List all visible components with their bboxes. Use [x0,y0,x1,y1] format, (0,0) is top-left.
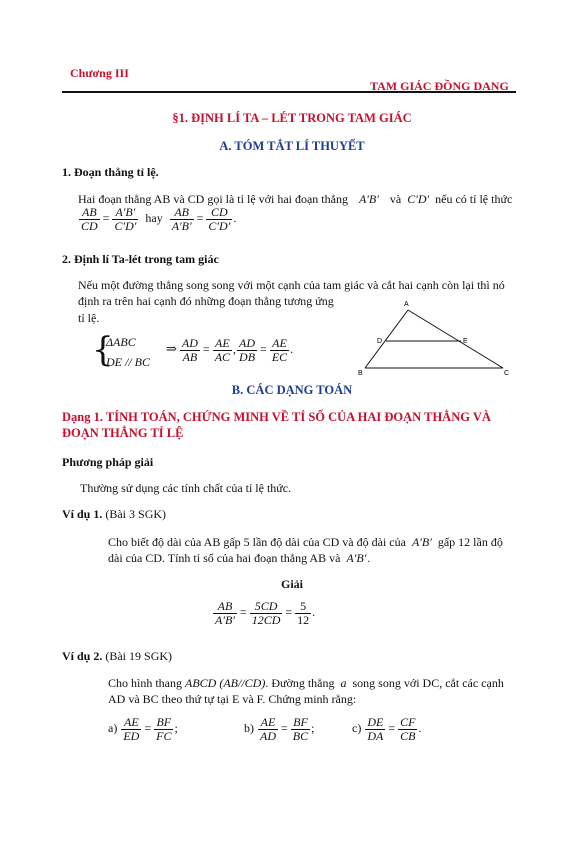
fraction: $\frac{AD}{AB}$ [181,336,198,364]
example2-part-b: b) $\frac{AE}{AD}$ = $\frac{BF}{BC}$ ; [244,715,315,743]
system-line1: ΔABC [106,335,136,349]
fraction: $\frac{AB}{A'B'}$ [215,599,235,627]
vertex-label-b: B [358,370,363,377]
example2-header [62,649,172,664]
item2-line1: Nếu một đường thẳng song song với một cạnh của tam giác và cắt hai cạnh còn lại thì nó [78,278,505,292]
fraction: $\frac{CD}{C'D'}$ [208,205,231,233]
point-label-d: D [377,338,383,345]
fraction: $\frac{CF}{CB}$ [400,715,416,743]
example2-part-c: c) $\frac{DE}{DA}$ = $\frac{CF}{CB}$ . [352,715,422,743]
fraction: $\frac{A'B'}{C'D'}$ [114,205,137,233]
example2-line1: Cho hình thang ABCD (AB//CD). Đường thẳng a song song với DC, cắt các cạnh [108,676,504,690]
header-divider [62,91,516,93]
triangle-figure [355,296,515,378]
item1-seg1: A′B′ [358,192,379,206]
implies-arrow: ⇒ [166,340,177,356]
example1-solution: $\frac{AB}{A'B'}$ = $\frac{5CD}{12CD}$ = $\frac{5}{12}$ . [215,599,316,627]
fraction: $\frac{DE}{DA}$ [367,715,384,743]
example2-part-a: a) $\frac{AE}{ED}$ = $\frac{BF}{FC}$ ; [108,715,178,743]
dang1-title-line1: Dạng 1. TÍNH TOÁN, CHỨNG MINH VỀ TỈ SỐ CỦA HAI ĐOẠN THẲNG VÀ [62,410,491,424]
fraction: $\frac{BF}{BC}$ [292,715,309,743]
fraction: $\frac{5CD}{12CD}$ [251,599,281,627]
example2-line2: AD và BC theo thứ tự tại E và F. Chứng minh rằng: [108,692,357,706]
part-b-title: B. CÁC DẠNG TOÁN [231,383,353,397]
example1-line1: Cho biết độ dài của AB gấp 5 lần độ dài của CD và độ dài của A′B′ gấp 12 lần độ [108,535,503,549]
dang1-title-line2: ĐOẠN THẲNG TỈ LỆ [62,426,184,440]
system-brace: { [92,330,114,370]
fraction: $\frac{AB}{CD}$ [81,205,98,233]
item1-heading: 1. Đoạn thẳng tỉ lệ. [62,165,159,179]
chapter-label: Chương III [70,66,129,80]
example2-label: Ví dụ 2. [62,649,103,663]
item2-line2: định ra trên hai cạnh đó những đoạn thẳng tương ứng [78,294,334,308]
item1-proportion: $\frac{AB}{CD}$ = $\frac{A'B'}{C'D'}$ hay $\frac{AB}{A'B'}$ = $\frac{CD}{C'D'}$ . [81,205,237,233]
fraction: $\frac{AB}{A'B'}$ [171,205,192,233]
item1-text-a: Hai đoạn thẳng AB và CD gọi là tỉ lệ với hai đoạn thẳng [78,192,348,206]
example1-header [62,507,166,522]
method-text: Thường sử dụng các tính chất của tỉ lệ thức. [80,481,292,495]
solution-label: Giải [280,577,303,591]
method-heading: Phương pháp giải [62,455,154,469]
example2-source: (Bài 19 SGK) [105,649,173,663]
fraction: $\frac{AE}{ED}$ [123,715,140,743]
fraction: $\frac{AD}{DB}$ [239,336,256,364]
section-title: §1. ĐỊNH LÍ TA – LÉT TRONG TAM GIÁC [172,111,412,125]
example1-label: Ví dụ 1. [62,507,103,521]
chapter-title: TAM GIÁC ĐỒNG DẠNG [370,79,509,93]
fraction: $\frac{AE}{AD}$ [260,715,276,743]
example1-source: (Bài 3 SGK) [105,507,167,521]
fraction: $\frac{BF}{FC}$ [156,715,172,743]
item1-text-b: nếu có tỉ lệ thức [435,192,513,206]
item1-text [78,192,512,207]
point-label-e: E [463,338,468,345]
fraction: $\frac{AE}{EC}$ [271,336,288,364]
example1-line2: dài của CD. Tính tỉ số của hai đoạn thẳng AB và A′B′. [108,551,371,565]
hay-word: hay [145,210,163,225]
system-line2: DE // BC [106,355,150,369]
item2-heading: 2. Định lí Ta-lét trong tam giác [62,252,219,266]
part-a-title: A. TÓM TẮT LÍ THUYẾT [219,139,365,153]
item1-seg2: C′D′ [407,192,430,206]
item1-text-and: và [389,192,402,206]
fraction: $\frac{AE}{AC}$ [214,336,231,364]
vertex-label-a: A [404,301,409,308]
item2-line3: tỉ lệ. [78,311,100,325]
vertex-label-c: C [504,370,510,377]
fraction: $\frac{5}{12}$ [297,599,310,627]
